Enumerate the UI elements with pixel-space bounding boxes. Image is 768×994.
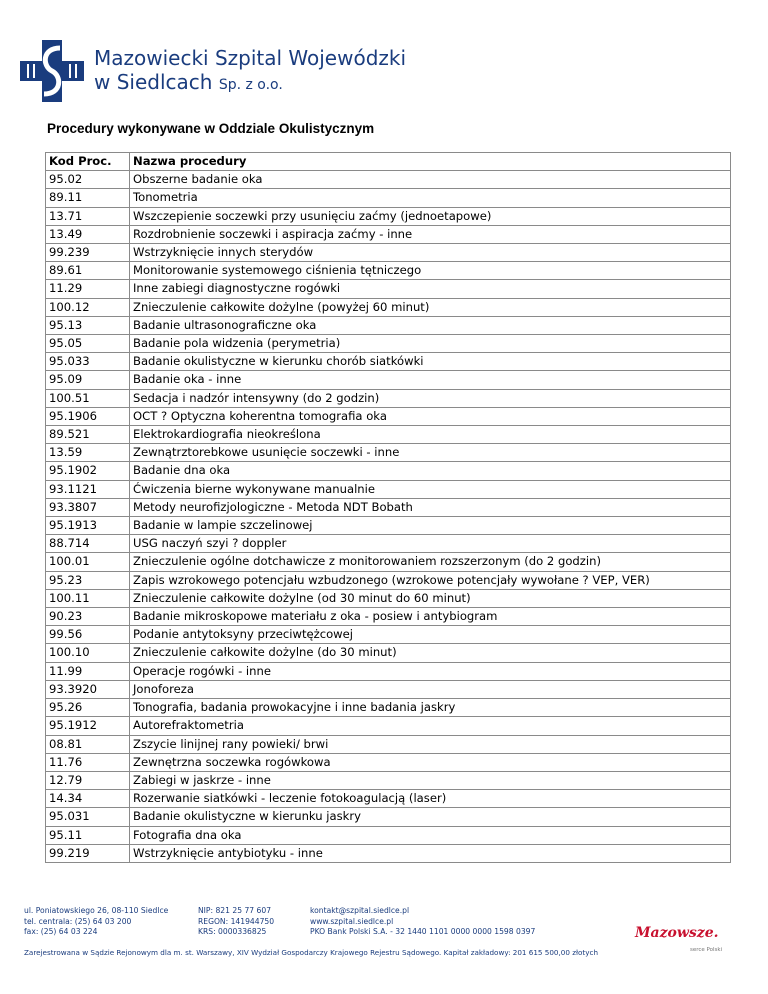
footer-website[interactable]: www.szpital.siedlce.pl [310, 916, 394, 926]
procedure-name-cell: Zapis wzrokowego potencjału wzbudzonego (wzrokowe potencjały wywołane ? VEP, VER) [130, 571, 731, 589]
procedure-name-cell: Podanie antytoksyny przeciwtężcowej [130, 626, 731, 644]
procedure-name-cell: Fotografia dna oka [130, 826, 731, 844]
procedure-name-cell: Tonografia, badania prowokacyjne i inne badania jaskry [130, 699, 731, 717]
table-row [46, 553, 731, 571]
procedure-name-cell: Znieczulenie całkowite dożylne (do 30 minut) [130, 644, 731, 662]
procedure-code-cell: 95.26 [46, 699, 130, 717]
procedure-name-cell: Badanie mikroskopowe materiału z oka - posiew i antybiogram [130, 608, 731, 626]
table-row [46, 171, 731, 189]
procedure-code-cell: 99.239 [46, 244, 130, 262]
hospital-name-line2: w Siedlcach Sp. z o.o. [94, 70, 283, 94]
table-row [46, 753, 731, 771]
procedure-code-cell: 95.09 [46, 371, 130, 389]
table-header-row [46, 153, 731, 171]
procedure-code-cell: 89.11 [46, 189, 130, 207]
table-row [46, 735, 731, 753]
table-row [46, 389, 731, 407]
table-row [46, 407, 731, 425]
procedure-name-cell: Badanie okulistyczne w kierunku chorób siatkówki [130, 353, 731, 371]
column-header-code: Kod Proc. [46, 153, 130, 171]
procedure-code-cell: 95.1913 [46, 517, 130, 535]
procedure-code-cell: 95.1906 [46, 407, 130, 425]
table-row [46, 717, 731, 735]
procedure-name-cell: Wstrzyknięcie innych sterydów [130, 244, 731, 262]
procedure-code-cell: 14.34 [46, 790, 130, 808]
table-row [46, 189, 731, 207]
procedure-name-cell: Znieczulenie całkowite dożylne (powyżej 60 minut) [130, 298, 731, 316]
table-row [46, 808, 731, 826]
procedure-name-cell: Autorefraktometria [130, 717, 731, 735]
procedure-name-cell: Rozerwanie siatkówki - leczenie fotokoagulacją (laser) [130, 790, 731, 808]
procedure-code-cell: 11.99 [46, 662, 130, 680]
procedure-name-cell: Zewnątrztorebkowe usunięcie soczewki - inne [130, 444, 731, 462]
procedure-name-cell: Badanie w lampie szczelinowej [130, 517, 731, 535]
table-row [46, 699, 731, 717]
footer-registry: Zarejestrowana w Sądzie Rejonowym dla m. st. Warszawy, XIV Wydział Gospodarczy Krajowego Rejestru Sądowego. Kapitał zakładowy: 201 615 500,00 złotych [24, 948, 599, 957]
footer-online [310, 906, 535, 938]
procedure-code-cell: 90.23 [46, 608, 130, 626]
procedure-name-cell: Obszerne badanie oka [130, 171, 731, 189]
table-row [46, 517, 731, 535]
procedure-code-cell: 95.1912 [46, 717, 130, 735]
procedure-name-cell: Badanie pola widzenia (perymetria) [130, 335, 731, 353]
table-row [46, 280, 731, 298]
table-row [46, 626, 731, 644]
procedure-code-cell: 93.1121 [46, 480, 130, 498]
procedure-code-cell: 95.033 [46, 353, 130, 371]
mazowsze-tagline: serce Polski [690, 947, 723, 953]
footer-email[interactable]: kontakt@szpital.siedlce.pl [310, 906, 410, 915]
table-row [46, 662, 731, 680]
procedure-name-cell: Wszczepienie soczewki przy usunięciu zaćmy (jednoetapowe) [130, 207, 731, 225]
procedures-table-body [46, 171, 731, 863]
footer-bank: PKO Bank Polski S.A. - 32 1440 1101 0000 0000 1598 0397 [310, 927, 536, 936]
footer-fax: fax: (25) 64 03 224 [24, 927, 98, 936]
table-row [46, 644, 731, 662]
page-header [20, 40, 740, 100]
procedure-code-cell: 93.3920 [46, 680, 130, 698]
procedure-code-cell: 11.76 [46, 753, 130, 771]
procedure-name-cell: OCT ? Optyczna koherentna tomografia oka [130, 407, 731, 425]
footer-address: ul. Poniatowskiego 26, 08-110 Siedlce [24, 906, 169, 915]
procedure-code-cell: 100.10 [46, 644, 130, 662]
procedure-code-cell: 93.3807 [46, 498, 130, 516]
procedure-code-cell: 95.031 [46, 808, 130, 826]
procedure-name-cell: Elektrokardiografia nieokreślona [130, 426, 731, 444]
table-row [46, 771, 731, 789]
hospital-legal-suffix: Sp. z o.o. [218, 77, 283, 93]
table-row [46, 298, 731, 316]
procedure-code-cell: 100.12 [46, 298, 130, 316]
table-row [46, 316, 731, 334]
procedure-name-cell: Zewnętrzna soczewka rogówkowa [130, 753, 731, 771]
table-row [46, 790, 731, 808]
procedure-name-cell: Badanie ultrasonograficzne oka [130, 316, 731, 334]
procedure-code-cell: 99.56 [46, 626, 130, 644]
procedure-name-cell: Znieczulenie całkowite dożylne (od 30 minut do 60 minut) [130, 589, 731, 607]
procedure-code-cell: 100.11 [46, 589, 130, 607]
procedure-code-cell: 88.714 [46, 535, 130, 553]
procedure-name-cell: Zszycie linijnej rany powieki/ brwi [130, 735, 731, 753]
procedure-code-cell: 08.81 [46, 735, 130, 753]
column-header-name: Nazwa procedury [130, 153, 731, 171]
procedure-name-cell: Znieczulenie ogólne dotchawicze z monitorowaniem rozszerzonym (do 2 godzin) [130, 553, 731, 571]
procedure-code-cell: 12.79 [46, 771, 130, 789]
table-row [46, 589, 731, 607]
procedure-code-cell: 89.521 [46, 426, 130, 444]
procedure-code-cell: 100.51 [46, 389, 130, 407]
table-row [46, 571, 731, 589]
footer-phone: tel. centrala: (25) 64 03 200 [24, 916, 132, 926]
procedures-table [45, 152, 731, 863]
procedure-code-cell: 100.01 [46, 553, 130, 571]
page-footer [0, 900, 768, 970]
table-row [46, 262, 731, 280]
procedure-code-cell: 95.02 [46, 171, 130, 189]
hospital-cross-logo-icon [20, 40, 84, 102]
footer-krs: KRS: 0000336825 [198, 927, 267, 936]
table-row [46, 844, 731, 862]
procedure-name-cell: Tonometria [130, 189, 731, 207]
procedure-code-cell: 95.1902 [46, 462, 130, 480]
procedure-code-cell: 95.23 [46, 571, 130, 589]
procedure-name-cell: Badanie okulistyczne w kierunku jaskry [130, 808, 731, 826]
table-row [46, 371, 731, 389]
procedure-name-cell: Monitorowanie systemowego ciśnienia tętniczego [130, 262, 731, 280]
table-row [46, 498, 731, 516]
procedure-code-cell: 13.59 [46, 444, 130, 462]
page-title: Procedury wykonywane w Oddziale Okulistycznym [47, 121, 375, 136]
procedure-name-cell: Ćwiczenia bierne wykonywane manualnie [130, 480, 731, 498]
procedure-name-cell: Zabiegi w jaskrze - inne [130, 771, 731, 789]
procedure-name-cell: Sedacja i nadzór intensywny (do 2 godzin) [130, 389, 731, 407]
footer-regon: REGON: 141944750 [198, 916, 275, 926]
procedure-name-cell: Inne zabiegi diagnostyczne rogówki [130, 280, 731, 298]
procedure-code-cell: 95.05 [46, 335, 130, 353]
hospital-name-line1: Mazowiecki Szpital Wojewódzki [94, 46, 407, 70]
procedure-name-cell: Operacje rogówki - inne [130, 662, 731, 680]
procedure-code-cell: 95.13 [46, 316, 130, 334]
hospital-name [94, 46, 406, 97]
procedure-name-cell: Wstrzyknięcie antybiotyku - inne [130, 844, 731, 862]
procedure-name-cell: Badanie oka - inne [130, 371, 731, 389]
procedure-code-cell: 13.49 [46, 225, 130, 243]
procedure-name-cell: Jonoforeza [130, 680, 731, 698]
table-row [46, 244, 731, 262]
table-row [46, 444, 731, 462]
table-row [46, 680, 731, 698]
procedure-name-cell: Metody neurofizjologiczne - Metoda NDT Bobath [130, 498, 731, 516]
table-row [46, 335, 731, 353]
procedure-name-cell: USG naczyń szyi ? doppler [130, 535, 731, 553]
table-row [46, 826, 731, 844]
procedure-code-cell: 11.29 [46, 280, 130, 298]
table-row [46, 608, 731, 626]
procedure-code-cell: 89.61 [46, 262, 130, 280]
procedure-code-cell: 99.219 [46, 844, 130, 862]
procedure-name-cell: Rozdrobnienie soczewki i aspiracja zaćmy - inne [130, 225, 731, 243]
table-row [46, 225, 731, 243]
table-row [46, 535, 731, 553]
footer-company-ids [198, 906, 274, 938]
footer-nip: NIP: 821 25 77 607 [198, 906, 272, 915]
procedure-code-cell: 95.11 [46, 826, 130, 844]
table-row [46, 480, 731, 498]
table-row [46, 426, 731, 444]
footer-contact [24, 906, 168, 938]
mazowsze-logo: Mazowsze. [635, 925, 719, 941]
table-row [46, 353, 731, 371]
table-row [46, 462, 731, 480]
procedure-code-cell: 13.71 [46, 207, 130, 225]
table-row [46, 207, 731, 225]
procedure-name-cell: Badanie dna oka [130, 462, 731, 480]
